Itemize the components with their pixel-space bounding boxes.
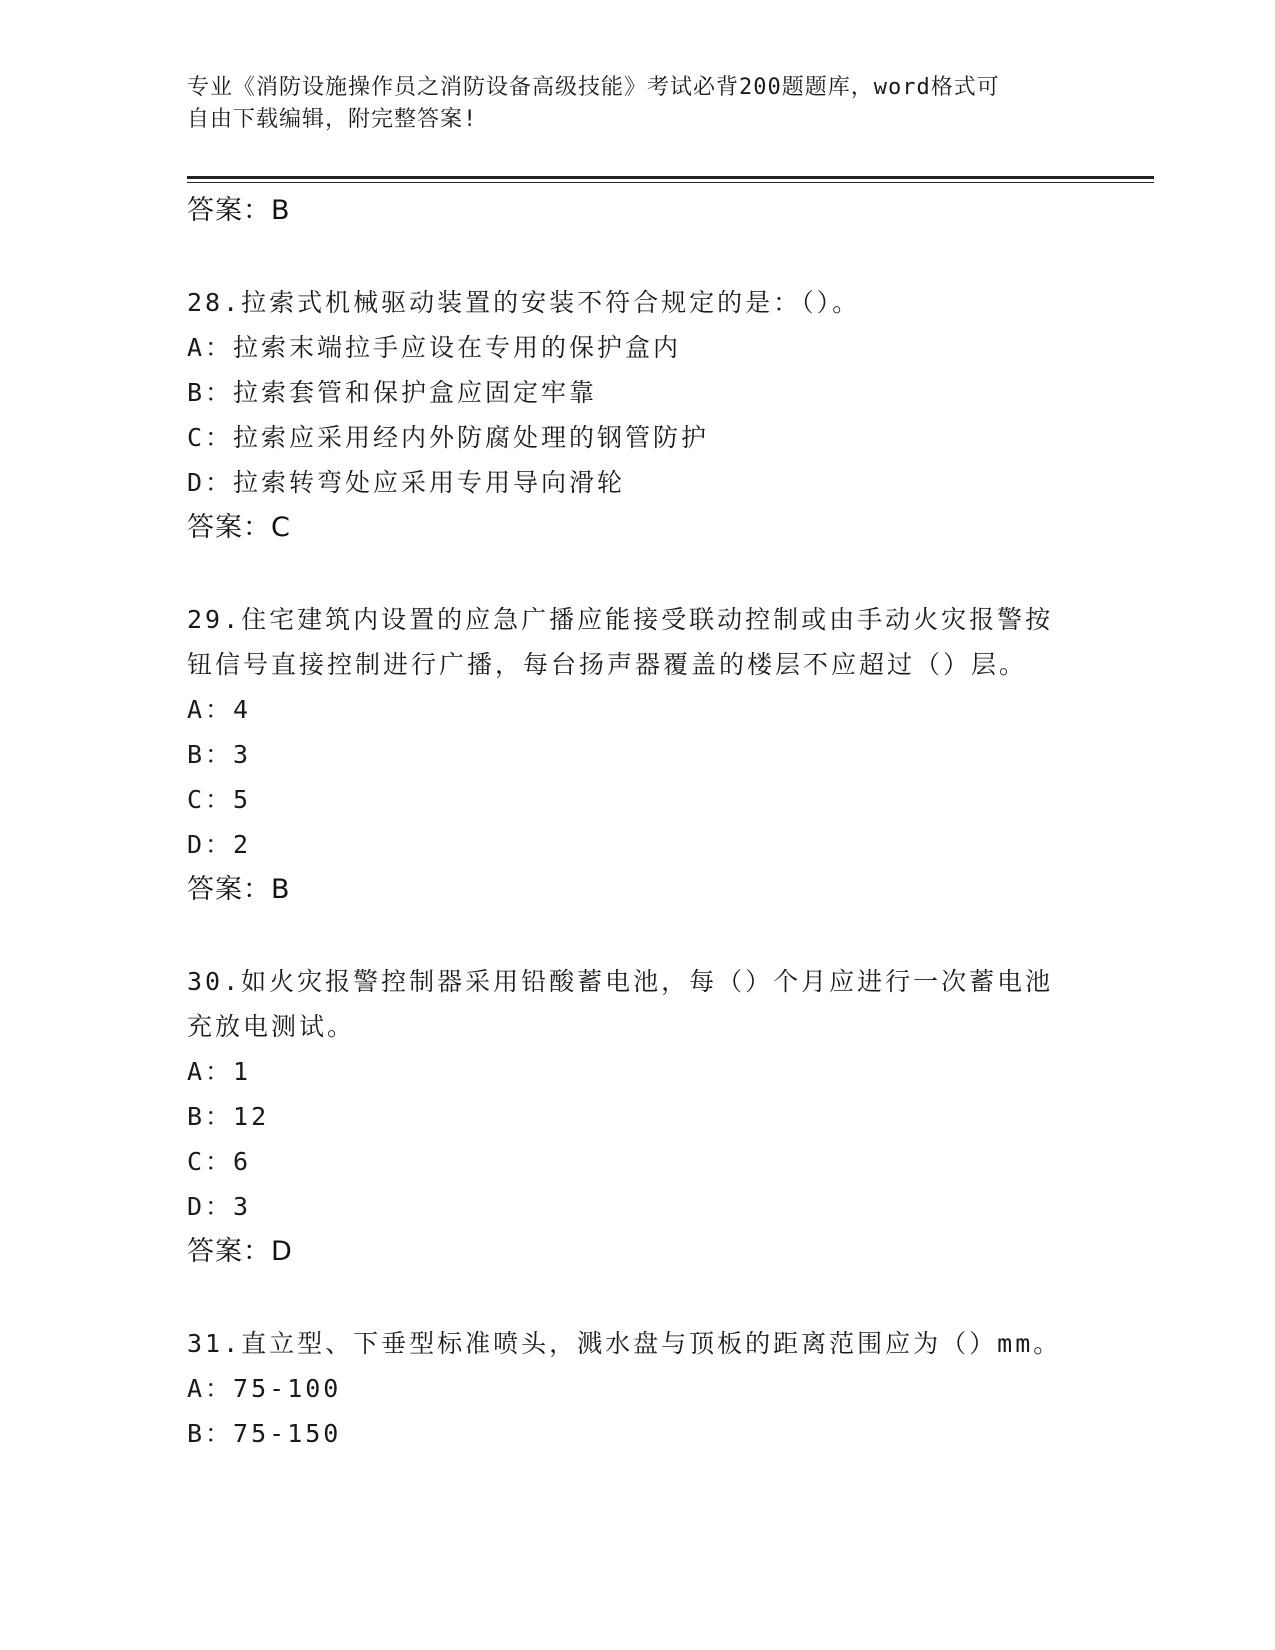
option-b: B：75-150 bbox=[187, 1419, 342, 1448]
document-header bbox=[187, 72, 1067, 136]
answer: 答案：B bbox=[187, 874, 291, 905]
spacer bbox=[187, 550, 1087, 597]
question-stem-line-2: 钮信号直接控制进行广播，每台扬声器覆盖的楼层不应超过（）层。 bbox=[187, 650, 1028, 679]
option-d: D：拉索转弯处应采用专用导向滑轮 bbox=[187, 468, 626, 497]
spacer bbox=[187, 233, 1087, 280]
question-31 bbox=[187, 1321, 1087, 1456]
question-stem-line-1: 29.住宅建筑内设置的应急广播应能接受联动控制或由手动火灾报警按 bbox=[187, 605, 1054, 634]
option-d: D：2 bbox=[187, 830, 252, 859]
previous-answer: 答案：B bbox=[187, 195, 291, 226]
question-30 bbox=[187, 959, 1087, 1274]
question-stem: 31.直立型、下垂型标准喷头，溅水盘与顶板的距离范围应为（）mm。 bbox=[187, 1329, 1062, 1358]
question-28 bbox=[187, 280, 1087, 550]
answer: 答案：C bbox=[187, 512, 291, 543]
question-stem-line-2: 充放电测试。 bbox=[187, 1012, 356, 1041]
header-divider-thin bbox=[187, 182, 1154, 183]
option-a: A：75-100 bbox=[187, 1374, 342, 1403]
option-d: D：3 bbox=[187, 1192, 252, 1221]
header-line-2: 自由下载编辑，附完整答案! bbox=[187, 107, 478, 132]
option-b: B：3 bbox=[187, 740, 252, 769]
spacer bbox=[187, 912, 1087, 959]
option-c: C：5 bbox=[187, 785, 252, 814]
option-b: B：12 bbox=[187, 1102, 270, 1131]
answer: 答案：D bbox=[187, 1236, 293, 1267]
question-stem-line-1: 30.如火灾报警控制器采用铅酸蓄电池，每（）个月应进行一次蓄电池 bbox=[187, 967, 1054, 996]
spacer bbox=[187, 1274, 1087, 1321]
question-stem: 28.拉索式机械驱动装置的安装不符合规定的是：（）。 bbox=[187, 288, 861, 317]
option-a: A：拉索末端拉手应设在专用的保护盒内 bbox=[187, 333, 682, 362]
header-divider-thick bbox=[187, 176, 1154, 179]
header-line-1: 专业《消防设施操作员之消防设备高级技能》考试必背200题题库，word格式可 bbox=[187, 75, 1000, 100]
question-list bbox=[187, 188, 1087, 1456]
option-a: A：1 bbox=[187, 1057, 252, 1086]
option-c: C：拉索应采用经内外防腐处理的钢管防护 bbox=[187, 423, 710, 452]
question-29 bbox=[187, 597, 1087, 912]
option-c: C：6 bbox=[187, 1147, 252, 1176]
option-a: A：4 bbox=[187, 695, 252, 724]
option-b: B：拉索套管和保护盒应固定牢靠 bbox=[187, 378, 598, 407]
